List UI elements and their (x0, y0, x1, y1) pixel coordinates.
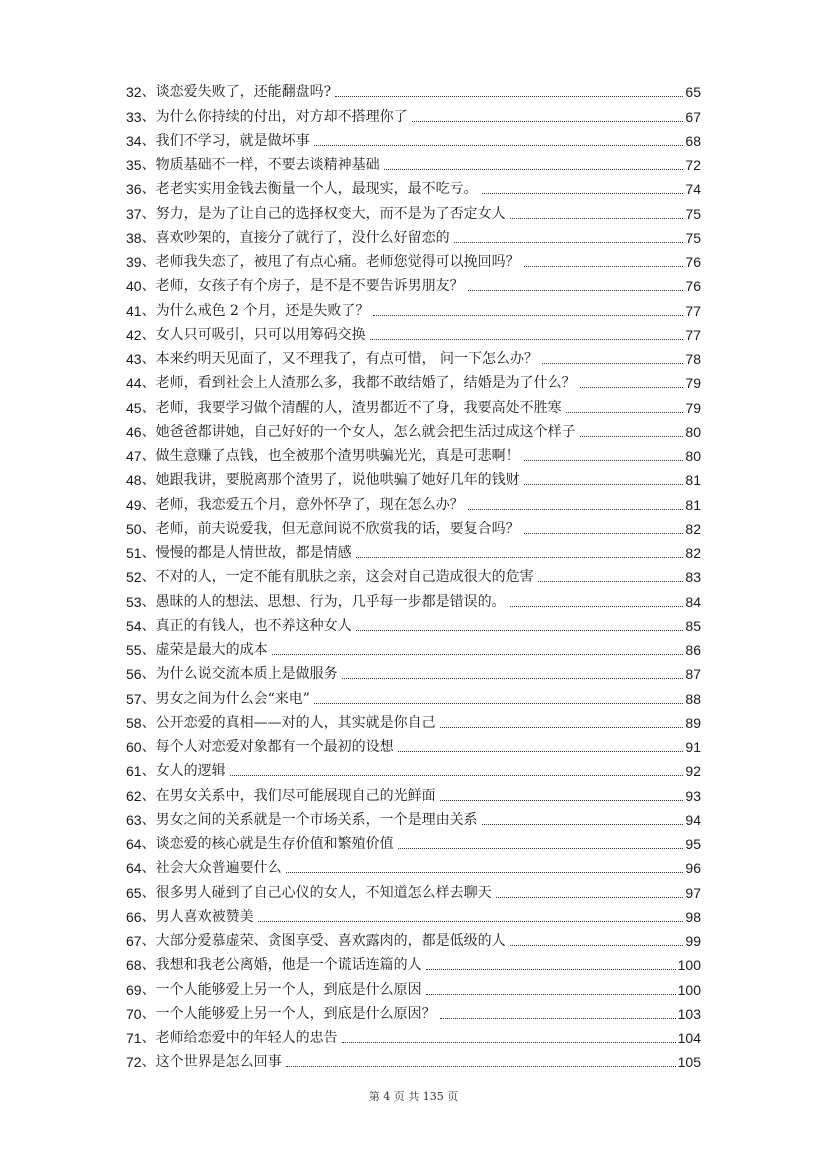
toc-entry-title: 男女之间的关系就是一个市场关系，一个是理由关系 (155, 811, 478, 828)
toc-entry-page-number: 105 (677, 1054, 701, 1071)
toc-entry[interactable] (126, 708, 701, 732)
toc-entry-title: 女人的逻辑 (155, 763, 226, 780)
toc-entry-title: 一个人能够爱上另一个人，到底是什么原因 (155, 981, 422, 998)
toc-entry-separator: 、 (141, 933, 156, 949)
toc-entry-number: 63 (126, 811, 142, 828)
toc-entry[interactable] (126, 368, 701, 392)
toc-entry[interactable] (126, 441, 701, 465)
toc-entry-title: 社会大众普遍要什么 (155, 860, 282, 877)
toc-entry-title: 为什么你持续的付出，对方却不搭理你了 (155, 108, 408, 125)
toc-entry-title: 努力，是为了让自己的选择权变大，而不是为了否定女人 (155, 205, 506, 222)
toc-entry-separator: 、 (141, 642, 156, 658)
toc-entry-number: 61 (126, 763, 142, 780)
toc-entry-page-number: 100 (677, 957, 701, 974)
toc-entry-title: 女人只可吸引，只可以用筹码交换 (155, 326, 366, 343)
toc-dot-leader (258, 921, 684, 922)
toc-entry-number: 69 (126, 981, 142, 998)
toc-entry-separator: 、 (141, 860, 156, 877)
toc-entry[interactable] (126, 150, 701, 174)
toc-entry-separator: 、 (141, 690, 156, 707)
toc-entry-separator: 、 (141, 617, 156, 634)
toc-entry[interactable] (126, 174, 701, 198)
toc-entry[interactable] (126, 829, 701, 853)
toc-entry-page-number: 100 (677, 981, 701, 998)
toc-entry[interactable] (126, 392, 701, 416)
toc-entry-page-number: 76 (685, 278, 701, 295)
toc-dot-leader (524, 266, 684, 267)
toc-entry-title: 在男女关系中，我们尽可能展现自己的光鲜面 (155, 787, 436, 804)
toc-entry-title: 老师，前夫说爱我，但无意间说不欣赏我的话，要复合吗？ (155, 520, 520, 537)
toc-entry-separator: 、 (141, 569, 156, 586)
footer-current-page: 4 (383, 1090, 391, 1103)
toc-entry-page-number: 99 (685, 933, 701, 949)
toc-entry-page-number: 78 (685, 351, 701, 367)
toc-entry-page-number: 88 (685, 690, 701, 707)
toc-entry-page-number: 85 (685, 617, 701, 634)
toc-entry-title: 本来约明天见面了，又不理我了，有点可惜， 问一下怎么办？ (155, 351, 539, 367)
page-footer (0, 1088, 827, 1104)
toc-dot-leader (440, 800, 684, 801)
toc-entry-separator: 、 (141, 472, 156, 489)
toc-entry-page-number: 87 (685, 666, 701, 683)
toc-entry-page-number: 75 (685, 229, 701, 246)
toc-entry-title: 老师，我恋爱五个月，意外怀孕了，现在怎么办？ (155, 496, 464, 513)
toc-entry[interactable] (126, 683, 701, 707)
table-of-contents (126, 77, 701, 1071)
footer-total-pages: 135 (422, 1090, 444, 1103)
toc-entry-number: 62 (126, 787, 142, 804)
toc-entry-page-number: 80 (685, 423, 701, 440)
toc-entry-page-number: 79 (685, 375, 701, 392)
toc-entry-separator: 、 (141, 836, 156, 852)
toc-entry-title: 老师，我要学习做个清醒的人，渣男都近不了身，我要高处不胜寒 (155, 399, 562, 416)
toc-dot-leader (510, 606, 684, 607)
toc-entry-number: 57 (126, 690, 142, 707)
toc-entry-separator: 、 (141, 884, 156, 901)
toc-entry-title: 虚荣是最大的成本 (155, 642, 268, 658)
toc-entry-title: 慢慢的都是人情世故，都是情感 (155, 545, 352, 561)
toc-dot-leader (580, 387, 684, 388)
toc-entry-page-number: 72 (685, 157, 701, 173)
toc-entry-page-number: 95 (685, 836, 701, 852)
toc-dot-leader (524, 533, 684, 534)
toc-entry-title: 喜欢吵架的，直接分了就行了，没什么好留恋的 (155, 229, 450, 246)
toc-entry[interactable] (126, 1047, 701, 1071)
toc-entry[interactable] (126, 344, 701, 368)
toc-entry-page-number: 65 (685, 84, 701, 101)
toc-entry-page-number: 97 (685, 884, 701, 901)
toc-entry-title: 愚昧的人的想法、思想、行为，几乎每一步都是错误的。 (155, 593, 506, 610)
toc-entry-number: 32 (126, 84, 142, 101)
toc-dot-leader (412, 121, 684, 122)
toc-entry[interactable] (126, 295, 701, 319)
toc-entry-separator: 、 (141, 545, 156, 561)
toc-entry-page-number: 83 (685, 569, 701, 586)
toc-entry-separator: 、 (141, 593, 156, 610)
toc-dot-leader (482, 824, 684, 825)
toc-entry-title: 不对的人，一定不能有肌肤之亲，这会对自己造成很大的危害 (155, 569, 534, 586)
toc-entry-separator: 、 (141, 666, 156, 683)
toc-entry-page-number: 98 (685, 908, 701, 925)
toc-dot-leader (542, 363, 683, 364)
toc-entry[interactable] (126, 805, 701, 829)
toc-entry-separator: 、 (141, 1030, 156, 1046)
toc-entry-separator: 、 (141, 811, 156, 828)
toc-dot-leader (272, 654, 684, 655)
toc-dot-leader (454, 242, 684, 243)
toc-entry[interactable] (126, 659, 701, 683)
toc-entry-page-number: 81 (685, 496, 701, 513)
toc-entry-separator: 、 (141, 302, 156, 319)
toc-entry-number: 43 (126, 351, 142, 367)
toc-dot-leader (426, 969, 676, 970)
toc-entry-number: 40 (126, 278, 142, 295)
toc-entry-page-number: 76 (685, 254, 701, 270)
toc-dot-leader (468, 290, 684, 291)
toc-entry-separator: 、 (141, 787, 156, 804)
toc-entry-separator: 、 (141, 132, 156, 149)
toc-entry[interactable] (126, 611, 701, 635)
toc-entry-page-number: 86 (685, 642, 701, 658)
toc-entry-number: 44 (126, 375, 142, 392)
toc-dot-leader (370, 339, 684, 340)
toc-dot-leader (373, 315, 683, 316)
toc-dot-leader (510, 218, 684, 219)
toc-entry-title: 做生意赚了点钱，也全被那个渣男哄骗光光，真是可悲啊！ (155, 448, 520, 464)
toc-entry-page-number: 77 (685, 302, 701, 319)
toc-entry-title: 我想和我老公离婚，他是一个谎话连篇的人 (155, 957, 422, 974)
toc-entry-title: 大部分爱慕虚荣、贪图享受、喜欢露肉的，都是低级的人 (155, 933, 506, 949)
toc-entry[interactable] (126, 635, 701, 659)
toc-dot-leader (482, 193, 684, 194)
toc-entry-title: 老师给恋爱中的年轻人的忠告 (155, 1030, 338, 1046)
toc-entry-separator: 、 (141, 181, 156, 198)
toc-dot-leader (524, 460, 684, 461)
toc-entry-page-number: 89 (685, 714, 701, 731)
toc-dot-leader (314, 145, 684, 146)
toc-entry-number: 55 (126, 642, 142, 658)
toc-entry-title: 每个人对恋爱对象都有一个最初的设想 (155, 739, 394, 755)
toc-entry-page-number: 96 (685, 860, 701, 877)
toc-entry-number: 35 (126, 157, 142, 173)
toc-entry-number: 39 (126, 254, 142, 270)
toc-dot-leader (510, 945, 684, 946)
toc-entry-number: 58 (126, 714, 142, 731)
toc-entry-separator: 、 (141, 1054, 156, 1071)
toc-entry-separator: 、 (141, 739, 156, 755)
toc-entry[interactable] (126, 247, 701, 271)
toc-dot-leader (356, 557, 684, 558)
toc-entry-number: 41 (126, 302, 142, 319)
toc-entry-number: 36 (126, 181, 142, 198)
toc-entry-separator: 、 (141, 520, 156, 537)
toc-entry-number: 48 (126, 472, 142, 489)
toc-dot-leader (496, 897, 684, 898)
toc-entry-separator: 、 (141, 278, 156, 295)
toc-entry-separator: 、 (141, 981, 156, 998)
toc-entry[interactable] (126, 320, 701, 344)
toc-entry-title: 老师我失恋了，被甩了有点心痛。老师您觉得可以挽回吗？ (155, 254, 520, 270)
toc-entry-number: 64 (126, 860, 142, 877)
toc-dot-leader (440, 1018, 676, 1019)
toc-entry-separator: 、 (141, 957, 156, 974)
toc-dot-leader (286, 1066, 676, 1067)
toc-entry-separator: 、 (141, 205, 156, 222)
toc-entry-number: 38 (126, 229, 142, 246)
toc-entry-title: 这个世界是怎么回事 (155, 1054, 282, 1071)
toc-entry-number: 33 (126, 108, 142, 125)
toc-dot-leader (440, 727, 684, 728)
toc-entry-page-number: 75 (685, 205, 701, 222)
toc-entry-number: 45 (126, 399, 142, 416)
toc-entry-page-number: 84 (685, 593, 701, 610)
toc-entry[interactable] (126, 780, 701, 804)
toc-entry-separator: 、 (141, 375, 156, 392)
footer-prefix: 第 (368, 1090, 380, 1103)
toc-entry[interactable] (126, 465, 701, 489)
toc-entry-page-number: 82 (685, 520, 701, 537)
toc-entry-title: 她跟我讲，要脱离那个渣男了，说他哄骗了她好几年的钱财 (155, 472, 520, 489)
toc-dot-leader (356, 630, 684, 631)
toc-entry-separator: 、 (141, 254, 156, 270)
toc-dot-leader (335, 96, 683, 97)
toc-dot-leader (314, 703, 684, 704)
toc-entry-number: 64 (126, 836, 142, 852)
toc-entry-separator: 、 (141, 496, 156, 513)
toc-entry-title: 她爸爸都讲她，自己好好的一个女人，怎么就会把生活过成这个样子 (155, 423, 576, 440)
toc-dot-leader (468, 509, 684, 510)
toc-entry-separator: 、 (141, 399, 156, 416)
toc-entry-title: 谈恋爱失败了，还能翻盘吗? (155, 84, 332, 101)
footer-suffix: 页 (447, 1090, 459, 1103)
toc-entry-number: 72 (126, 1054, 142, 1071)
toc-entry-page-number: 103 (677, 1005, 701, 1022)
toc-entry-page-number: 82 (685, 545, 701, 561)
toc-entry-title: 男人喜欢被赞美 (155, 908, 254, 925)
toc-entry[interactable] (126, 77, 701, 101)
toc-entry-number: 60 (126, 739, 142, 755)
toc-entry-page-number: 68 (685, 132, 701, 149)
toc-entry-number: 65 (126, 884, 142, 901)
toc-entry-page-number: 74 (685, 181, 701, 198)
toc-entry-separator: 、 (141, 108, 156, 125)
toc-dot-leader (286, 872, 684, 873)
toc-entry-title: 真正的有钱人，也不养这种女人 (155, 617, 352, 634)
toc-entry-number: 51 (126, 545, 142, 561)
toc-entry-separator: 、 (141, 448, 156, 464)
toc-entry[interactable] (126, 877, 701, 901)
toc-entry-number: 49 (126, 496, 142, 513)
toc-entry-page-number: 94 (685, 811, 701, 828)
toc-entry-page-number: 80 (685, 448, 701, 464)
toc-entry-page-number: 104 (677, 1030, 701, 1046)
toc-entry-title: 老师，看到社会上人渣那么多，我都不敢结婚了，结婚是为了什么？ (155, 375, 576, 392)
toc-entry-page-number: 77 (685, 326, 701, 343)
toc-entry-separator: 、 (141, 714, 156, 731)
toc-entry[interactable] (126, 999, 701, 1023)
toc-entry-page-number: 93 (685, 787, 701, 804)
toc-dot-leader (538, 581, 684, 582)
toc-entry-title: 公开恋爱的真相——对的人，其实就是你自己 (155, 714, 436, 731)
toc-entry-number: 66 (126, 908, 142, 925)
toc-entry-separator: 、 (141, 229, 156, 246)
toc-entry[interactable] (126, 271, 701, 295)
toc-entry[interactable] (126, 562, 701, 586)
toc-entry-number: 42 (126, 326, 142, 343)
toc-entry[interactable] (126, 950, 701, 974)
toc-entry[interactable] (126, 126, 701, 150)
toc-entry[interactable] (126, 853, 701, 877)
toc-entry-page-number: 91 (685, 739, 701, 755)
toc-entry-number: 56 (126, 666, 142, 683)
toc-dot-leader (566, 412, 684, 413)
toc-entry[interactable] (126, 756, 701, 780)
toc-entry-number: 34 (126, 132, 142, 149)
footer-middle: 页 共 (393, 1090, 420, 1103)
toc-entry-page-number: 81 (685, 472, 701, 489)
toc-entry[interactable] (126, 902, 701, 926)
toc-entry[interactable] (126, 489, 701, 513)
toc-dot-leader (342, 678, 684, 679)
toc-entry[interactable] (126, 538, 701, 562)
toc-entry-title: 物质基础不一样，不要去谈精神基础 (155, 157, 380, 173)
toc-entry[interactable] (126, 198, 701, 222)
toc-entry[interactable] (126, 223, 701, 247)
toc-dot-leader (580, 436, 684, 437)
toc-entry[interactable] (126, 974, 701, 998)
toc-entry-separator: 、 (141, 763, 156, 780)
toc-dot-leader (426, 994, 676, 995)
toc-entry[interactable] (126, 417, 701, 441)
toc-entry-separator: 、 (141, 908, 156, 925)
toc-entry-separator: 、 (141, 326, 156, 343)
toc-entry-number: 47 (126, 448, 142, 464)
toc-entry-separator: 、 (141, 351, 156, 367)
toc-entry-separator: 、 (141, 157, 156, 173)
toc-dot-leader (398, 751, 684, 752)
toc-entry-separator: 、 (141, 84, 156, 101)
toc-entry-title: 老老实实用金钱去衡量一个人，最现实，最不吃亏。 (155, 181, 478, 198)
toc-dot-leader (384, 169, 684, 170)
toc-entry-title: 为什么说交流本质上是做服务 (155, 666, 338, 683)
toc-dot-leader (524, 484, 684, 485)
toc-entry-number: 50 (126, 520, 142, 537)
toc-dot-leader (398, 848, 684, 849)
toc-entry-title: 我们不学习，就是做坏事 (155, 132, 310, 149)
toc-entry-separator: 、 (141, 423, 156, 440)
toc-entry-number: 46 (126, 423, 142, 440)
toc-entry-title: 谈恋爱的核心就是生存价值和繁殖价值 (155, 836, 394, 852)
toc-entry-title: 一个人能够爱上另一个人，到底是什么原因？ (155, 1005, 436, 1022)
toc-entry[interactable] (126, 586, 701, 610)
toc-entry[interactable] (126, 926, 701, 950)
toc-entry-separator: 、 (141, 1005, 156, 1022)
toc-entry-number: 71 (126, 1030, 142, 1046)
toc-entry[interactable] (126, 732, 701, 756)
toc-entry-number: 68 (126, 957, 142, 974)
toc-entry-title: 为什么戒色 2 个月，还是失败了？ (155, 302, 370, 319)
toc-entry-number: 37 (126, 205, 142, 222)
toc-entry[interactable] (126, 101, 701, 125)
toc-dot-leader (230, 775, 684, 776)
toc-dot-leader (342, 1042, 676, 1043)
toc-entry-page-number: 92 (685, 763, 701, 780)
toc-entry-title: 很多男人碰到了自己心仪的女人，不知道怎么样去聊天 (155, 884, 492, 901)
toc-entry-title: 老师，女孩子有个房子，是不是不要告诉男朋友？ (155, 278, 464, 295)
toc-entry-number: 70 (126, 1005, 142, 1022)
toc-entry[interactable] (126, 514, 701, 538)
toc-entry-page-number: 67 (685, 108, 701, 125)
toc-entry-number: 54 (126, 617, 142, 634)
toc-entry-number: 53 (126, 593, 142, 610)
toc-entry-title: 男女之间为什么会“来电” (155, 690, 310, 707)
toc-entry-page-number: 79 (685, 399, 701, 416)
toc-entry[interactable] (126, 1023, 701, 1047)
toc-entry-number: 67 (126, 933, 142, 949)
toc-entry-number: 52 (126, 569, 142, 586)
